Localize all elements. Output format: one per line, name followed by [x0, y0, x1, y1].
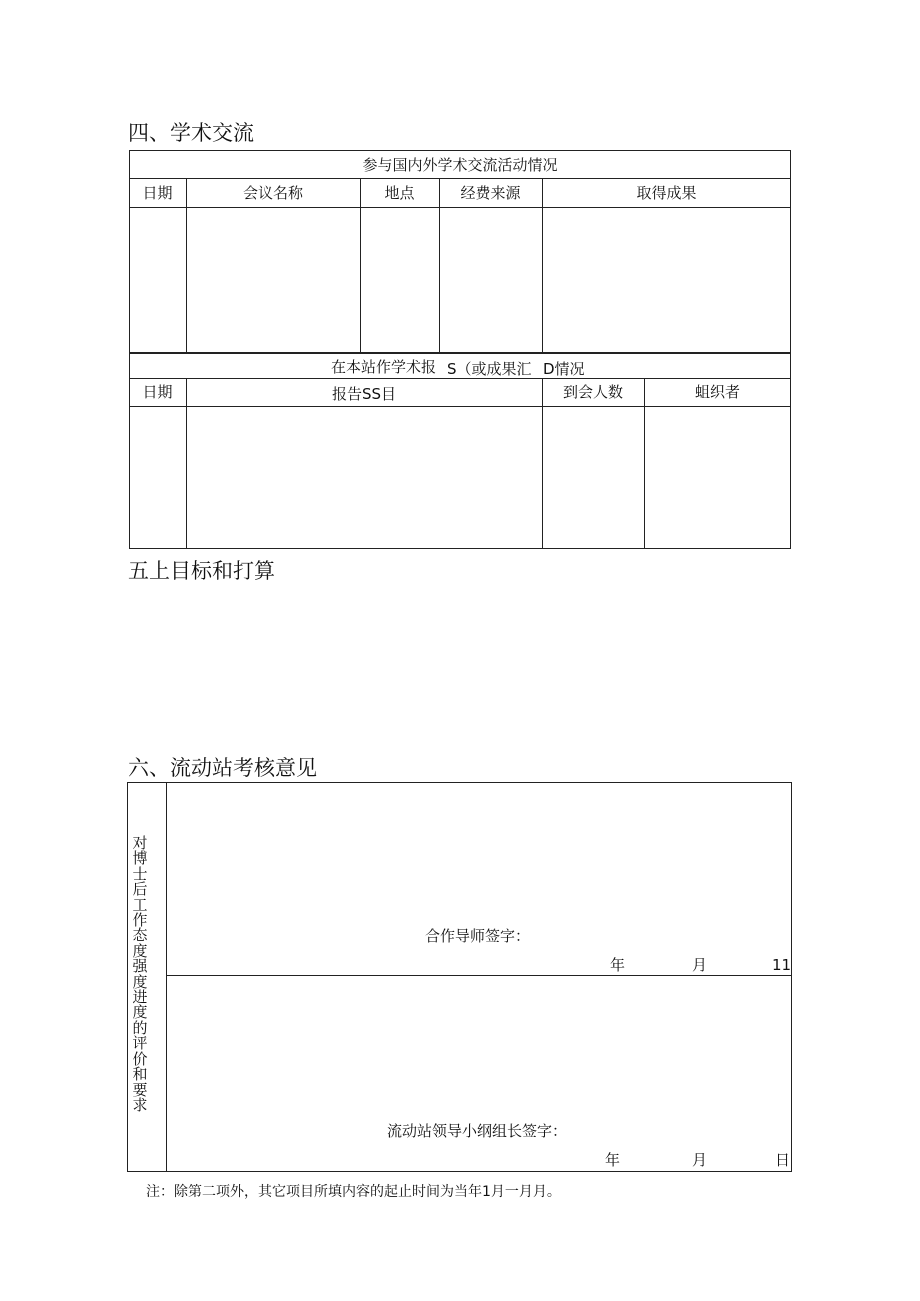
- assessment-side-divider: [166, 782, 167, 1172]
- table1-header-date: 日期: [142, 184, 173, 202]
- table1-col-divider-2: [360, 178, 361, 353]
- table2-header-attendance: 到会人数: [562, 383, 623, 401]
- assessment-side-label: 对博士后工作态度强度进度的评价和要求: [132, 834, 148, 1114]
- station-leader-date-day: 日: [775, 1151, 791, 1169]
- section5-title: 五上目标和打算: [128, 559, 275, 583]
- supervisor-sign-label: 合作导师签字：: [425, 927, 531, 945]
- supervisor-date-day: 11: [772, 956, 792, 974]
- table1-header-funding-source: 经费来源: [460, 184, 521, 202]
- section4-title: 四、学术交流: [128, 121, 254, 145]
- table2-caption-part-c: D情况: [543, 360, 585, 378]
- table2-col-divider-2: [542, 378, 543, 549]
- table2-header-organizer: 蛆织者: [694, 383, 740, 401]
- table1-header-location: 地点: [384, 184, 415, 202]
- assessment-border: [127, 782, 792, 1172]
- supervisor-date-month: 月: [692, 956, 708, 974]
- table1-header-results: 取得成果: [636, 184, 697, 202]
- table1-border: [129, 150, 791, 353]
- table1-col-divider-1: [186, 178, 187, 353]
- table2-col-divider-3: [644, 378, 645, 549]
- station-leader-sign-label: 流动站领导小纲组长签字：: [387, 1122, 568, 1140]
- table1-header-meeting-name: 会议名称: [242, 184, 303, 202]
- table1-header-divider: [129, 207, 791, 208]
- station-leader-date-month: 月: [692, 1151, 708, 1169]
- supervisor-date-year: 年: [610, 956, 626, 974]
- table2-header-report-title: 报告SS目: [331, 385, 397, 403]
- table2-caption-part-a: 在本站作学术报: [331, 358, 437, 376]
- footnote: 注：除第二项外，其它项目所填内容的起止时间为当年1月一月月。: [146, 1184, 561, 1200]
- station-leader-date-year: 年: [605, 1151, 621, 1169]
- table2-header-divider: [129, 406, 791, 407]
- table1-caption-divider: [129, 178, 791, 179]
- table2-caption-part-b: S（或成果汇: [447, 360, 532, 378]
- table1-col-divider-4: [542, 178, 543, 353]
- table2-col-divider-1: [186, 378, 187, 549]
- table1-col-divider-3: [439, 178, 440, 353]
- assessment-row-divider: [166, 975, 792, 976]
- table2-caption-divider: [129, 378, 791, 379]
- table1-caption: 参与国内外学术交流活动情况: [362, 156, 558, 174]
- table2-header-date: 日期: [142, 383, 173, 401]
- section6-title: 六、流动站考核意见: [128, 756, 317, 780]
